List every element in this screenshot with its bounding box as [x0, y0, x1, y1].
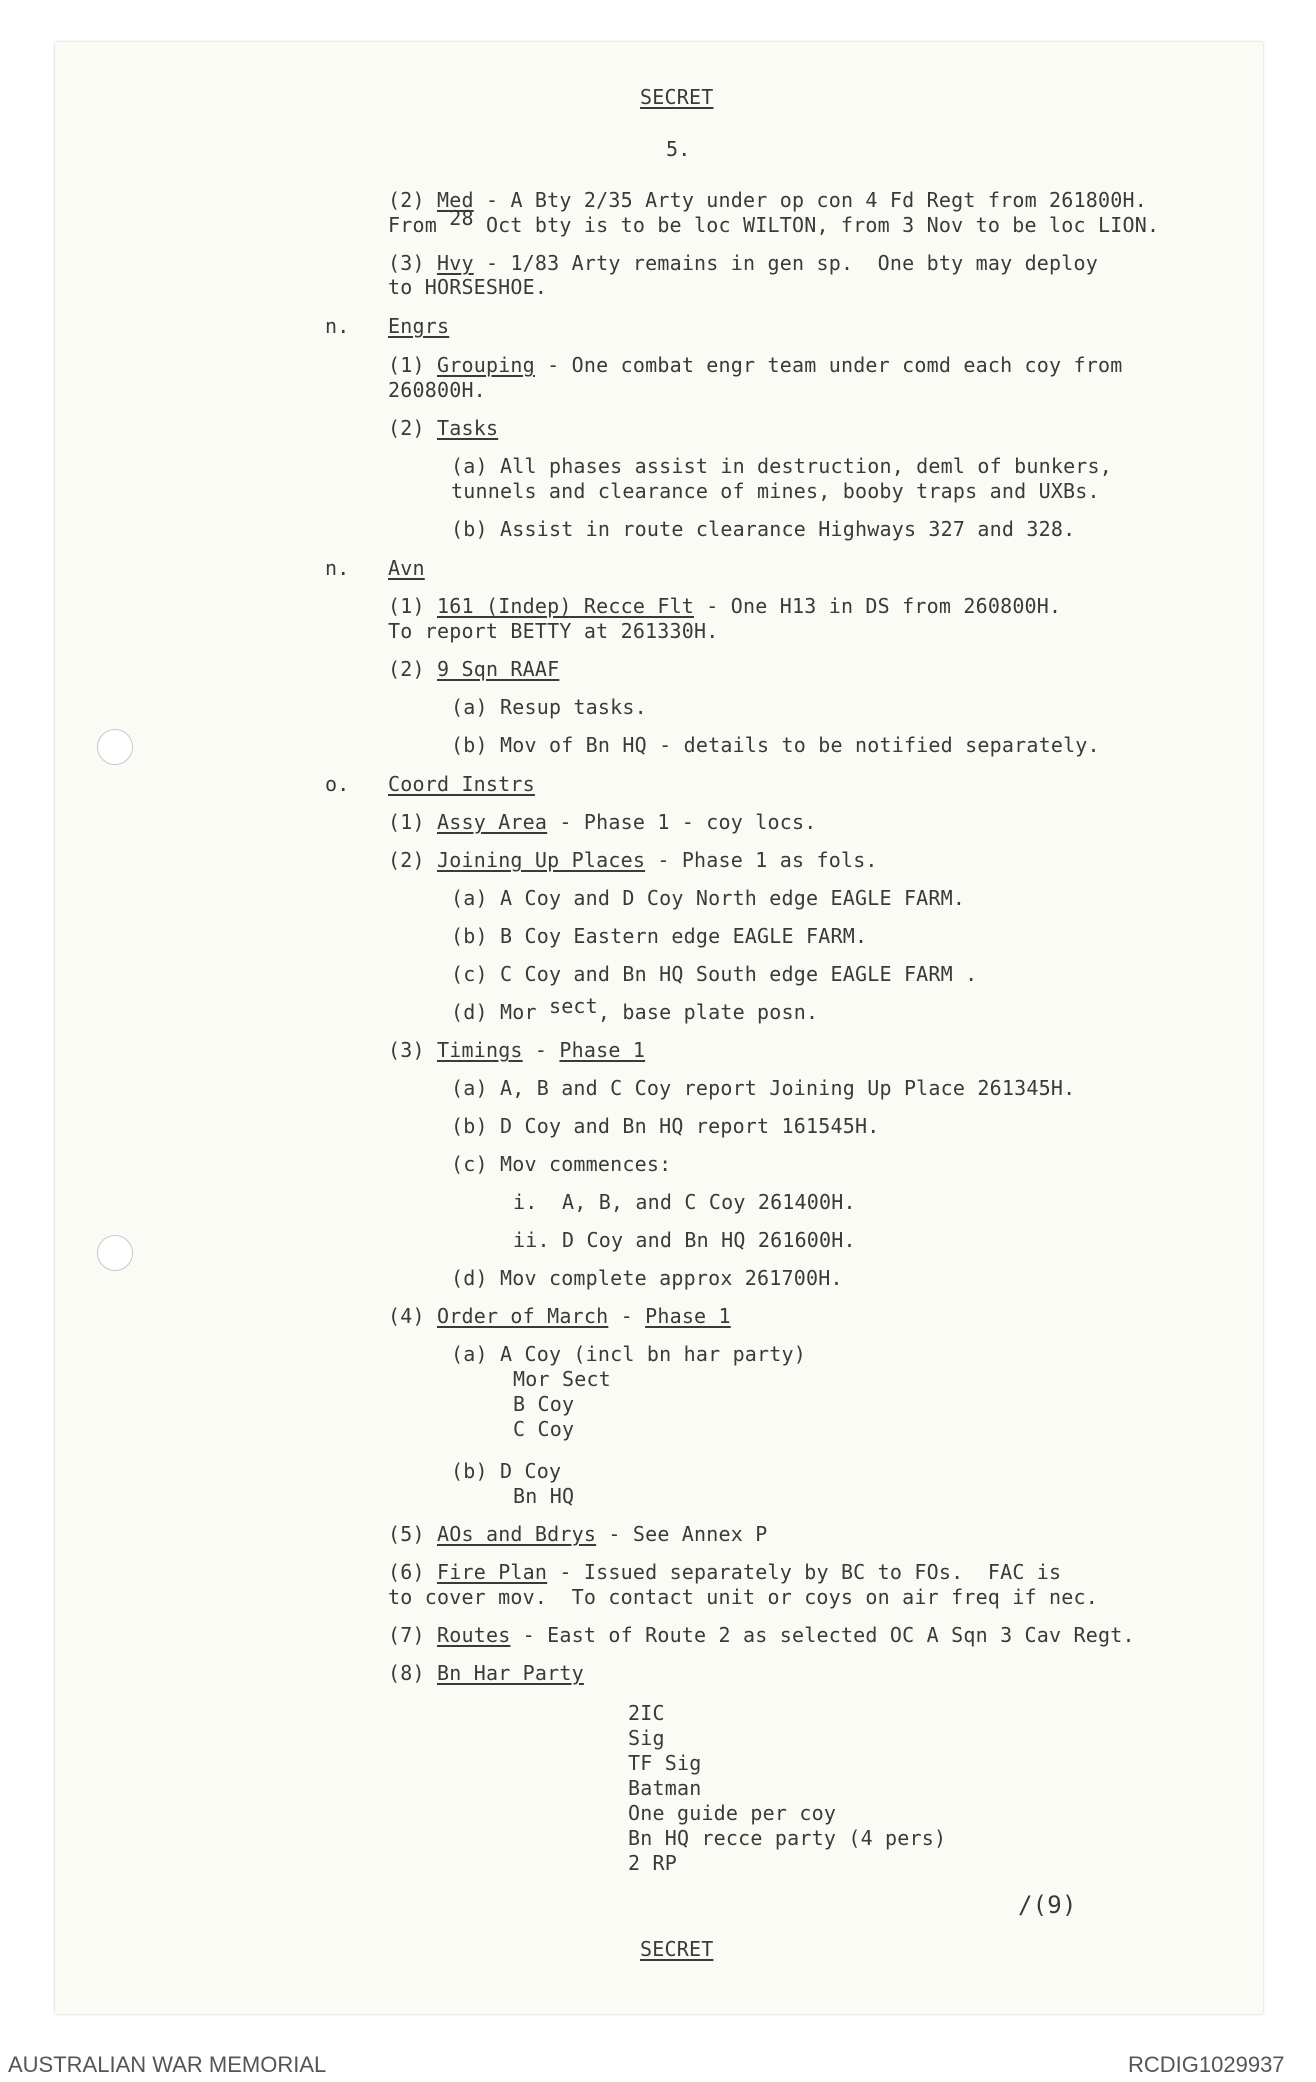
paragraph-line: (c) Mov commences:: [451, 1152, 672, 1176]
paragraph-line: Bn HQ: [513, 1484, 575, 1508]
paragraph-line: To report BETTY at 261330H.: [388, 619, 719, 643]
paragraph-line: (2) 9 Sqn RAAF: [388, 657, 560, 681]
paragraph-line: (b) D Coy: [451, 1459, 562, 1483]
paragraph-line: (b) Assist in route clearance Highways 327 and 328.: [451, 517, 1076, 541]
paragraph-line: (5) AOs and Bdrys - See Annex P: [388, 1522, 768, 1546]
page-number: 5.: [666, 137, 691, 161]
paragraph-line: (1) Grouping - One combat engr team under comd each coy from: [388, 353, 1123, 377]
punch-hole: [97, 729, 133, 765]
paragraph-line: (7) Routes - East of Route 2 as selected OC A Sqn 3 Cav Regt.: [388, 1623, 1135, 1647]
paragraph-line: From 28 Oct bty is to be loc WILTON, from 3 Nov to be loc LION.: [388, 206, 1160, 237]
paragraph-line: (6) Fire Plan - Issued separately by BC to FOs. FAC is: [388, 1560, 1062, 1584]
paragraph-line: (3) Hvy - 1/83 Arty remains in gen sp. One bty may deploy: [388, 251, 1099, 275]
section-letter: n.: [325, 314, 350, 338]
paragraph-line: (a) A Coy (incl bn har party): [451, 1342, 807, 1366]
paragraph-line: B Coy: [513, 1392, 575, 1416]
paragraph-line: (c) C Coy and Bn HQ South edge EAGLE FARM .: [451, 962, 978, 986]
paragraph-line: (1) Assy Area - Phase 1 - coy locs.: [388, 810, 817, 834]
paragraph-line: (a) Resup tasks.: [451, 695, 647, 719]
paragraph-line: (d) Mor sect, base plate posn.: [451, 994, 819, 1024]
paragraph-line: (b) Mov of Bn HQ - details to be notified separately.: [451, 733, 1100, 757]
section-heading: Coord Instrs: [388, 772, 535, 796]
continuation-marker: /(9): [1018, 1891, 1077, 1919]
punch-hole: [97, 1235, 133, 1271]
paragraph-line: 260800H.: [388, 378, 486, 402]
party-item: 2IC: [628, 1701, 665, 1725]
classification-footer: SECRET: [640, 1937, 714, 1961]
paragraph-line: to cover mov. To contact unit or coys on air freq if nec.: [388, 1585, 1098, 1609]
section-heading: Engrs: [388, 314, 450, 338]
paragraph-line: (3) Timings - Phase 1: [388, 1038, 646, 1062]
paragraph-line: (a) A Coy and D Coy North edge EAGLE FARM.: [451, 886, 966, 910]
party-item: 2 RP: [628, 1851, 677, 1875]
party-item: Batman: [628, 1776, 702, 1800]
paragraph-line: to HORSESHOE.: [388, 275, 548, 299]
paragraph-line: Mor Sect: [513, 1367, 611, 1391]
classification-header: SECRET: [640, 85, 714, 109]
paragraph-line: i. A, B, and C Coy 261400H.: [513, 1190, 856, 1214]
paragraph-line: (8) Bn Har Party: [388, 1661, 584, 1685]
paragraph-line: (d) Mov complete approx 261700H.: [451, 1266, 843, 1290]
section-letter: o.: [325, 772, 350, 796]
section-letter: n.: [325, 556, 350, 580]
paragraph-line: (b) D Coy and Bn HQ report 161545H.: [451, 1114, 880, 1138]
paragraph-line: ii. D Coy and Bn HQ 261600H.: [513, 1228, 856, 1252]
paragraph-line: (2) Joining Up Places - Phase 1 as fols.: [388, 848, 878, 872]
party-item: Bn HQ recce party (4 pers): [628, 1826, 947, 1850]
paragraph-line: (2) Med - A Bty 2/35 Arty under op con 4 Fd Regt from 261800H.: [388, 188, 1147, 212]
party-item: TF Sig: [628, 1751, 702, 1775]
paragraph-line: (1) 161 (Indep) Recce Flt - One H13 in DS from 260800H.: [388, 594, 1062, 618]
paragraph-line: (b) B Coy Eastern edge EAGLE FARM.: [451, 924, 868, 948]
party-item: One guide per coy: [628, 1801, 837, 1825]
paragraph-line: tunnels and clearance of mines, booby traps and UXBs.: [451, 479, 1100, 503]
section-heading: Avn: [388, 556, 425, 580]
party-item: Sig: [628, 1726, 665, 1750]
paragraph-line: (4) Order of March - Phase 1: [388, 1304, 731, 1328]
paragraph-line: (2) Tasks: [388, 416, 499, 440]
archive-credit: AUSTRALIAN WAR MEMORIAL: [8, 2052, 327, 2077]
archive-id: RCDIG1029937: [1128, 2052, 1285, 2077]
paragraph-line: C Coy: [513, 1417, 575, 1441]
paragraph-line: (a) All phases assist in destruction, deml of bunkers,: [451, 454, 1113, 478]
paragraph-line: (a) A, B and C Coy report Joining Up Place 261345H.: [451, 1076, 1076, 1100]
